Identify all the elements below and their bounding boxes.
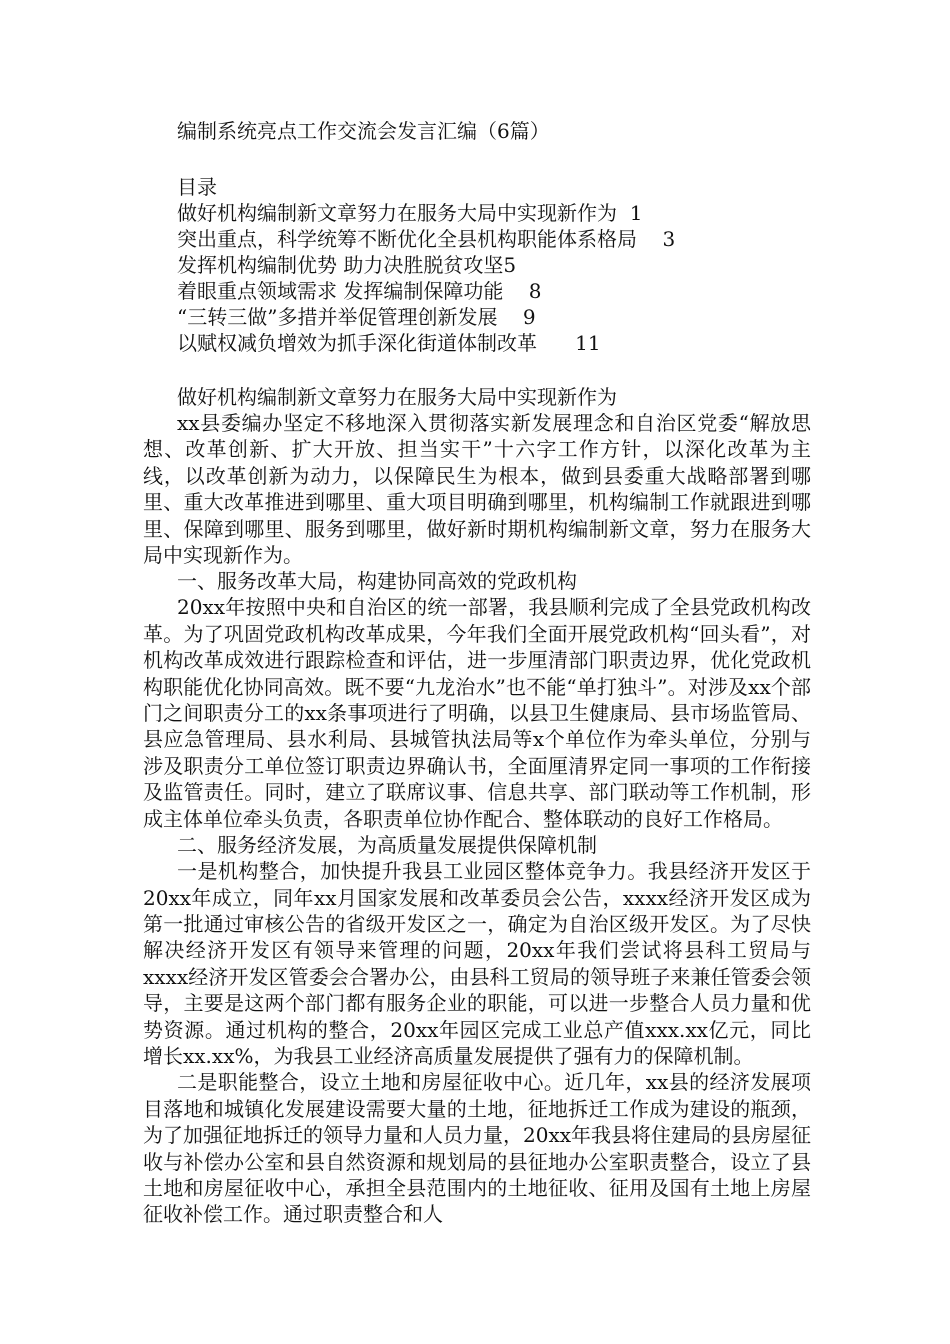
toc-entry-text: 发挥机构编制优势 助力决胜脱贫攻坚 — [177, 253, 504, 277]
toc-heading: 目录 — [177, 175, 217, 199]
toc-entry-text: 以赋权减负增效为抓手深化街道体制改革 — [177, 331, 537, 355]
toc-entry-page: 8 — [528, 279, 542, 303]
spacer — [143, 144, 811, 174]
section-heading: 二、服务经济发展，为高质量发展提供保障机制 — [177, 833, 597, 858]
toc-entry-page: 5 — [503, 253, 517, 277]
toc-entry — [143, 226, 811, 252]
toc-entry-page: 11 — [575, 331, 601, 355]
document-body — [143, 118, 811, 1228]
section-heading: 一、服务改革大局，构建协同高效的党政机构 — [177, 569, 577, 594]
toc-entry — [143, 278, 811, 304]
document-title: 编制系统亮点工作交流会发言汇编（6篇） — [177, 119, 550, 143]
toc-entry-page: 3 — [662, 227, 676, 251]
toc-entry — [143, 330, 811, 356]
toc-entry — [143, 304, 811, 330]
spacer — [143, 356, 811, 384]
toc-entry-page: 1 — [629, 201, 643, 225]
toc-entry-text: “三转三做”多措并举促管理创新发展 — [177, 305, 498, 329]
toc-entry-page: 9 — [522, 305, 536, 329]
toc-entry-text: 着眼重点领域需求 发挥编制保障功能 — [177, 279, 504, 303]
article-title: 做好机构编制新文章努力在服务大局中实现新作为 — [177, 385, 617, 409]
section-paragraph: 一是机构整合，加快提升我县工业园区整体竞争力。我县经济开发区于20xx年成立，同年xx月国家发展和改革委员会公告，xxxx经济开发区成为第一批通过审核公告的省级开发区之一，确定为自治区级开发区。为了尽快解决经济开发区有领导来管理的问题，20xx年我们尝试将县科工贸局与xxxx经济开发区管委会合署办公，由县科工贸局的领导班子来兼任管委会领导，主要是这两个部门都有服务企业的职能，可以进一步整合人员力量和优势资源。通过机构的整合，20xx年园区完成工业总产值xxx.xx亿元，同比增长xx.xx%，为我县工业经济高质量发展提供了强有力的保障机制。 — [143, 859, 811, 1068]
section-paragraph: 二是职能整合，设立土地和房屋征收中心。近几年，xx县的经济发展项目落地和城镇化发展建设需要大量的土地，征地拆迁工作成为建设的瓶颈，为了加强征地拆迁的领导力量和人员力量，20xx年我县将住建局的县房屋征收与补偿办公室和县自然资源和规划局的县征地办公室职责整合，设立了县土地和房屋征收中心，承担全县范围内的土地征收、征用及国有土地上房屋征收补偿工作。通过职责整合和人 — [143, 1070, 812, 1227]
toc-entry — [143, 252, 811, 278]
toc-entry-text: 做好机构编制新文章努力在服务大局中实现新作为 — [177, 201, 617, 225]
toc-entry — [143, 200, 811, 226]
intro-paragraph: xx县委编办坚定不移地深入贯彻落实新发展理念和自治区党委“解放思想、改革创新、扩大开放、担当实干”十六字工作方针，以深化改革为主线，以改革创新为动力，以保障民生为根本，做到县委重大战略部署到哪里、重大改革推进到哪里、重大项目明确到哪里，机构编制工作就跟进到哪里、保障到哪里、服务到哪里，做好新时期机构编制新文章，努力在服务大局中实现新作为。 — [143, 411, 811, 568]
section-paragraph: 20xx年按照中央和自治区的统一部署，我县顺利完成了全县党政机构改革。为了巩固党政机构改革成果，今年我们全面开展党政机构“回头看”，对机构改革成效进行跟踪检查和评估，进一步厘清部门职责边界，优化党政机构职能优化协同高效。既不要“九龙治水”也不能“单打独斗”。对涉及xx个部门之间职责分工的xx条事项进行了明确，以县卫生健康局、县市场监管局、县应急管理局、县水利局、县城管执法局等x个单位作为牵头单位，分别与涉及职责分工单位签订职责边界确认书，全面厘清界定同一事项的工作衔接及监管责任。同时，建立了联席议事、信息共享、部门联动等工作机制，形成主体单位牵头负责，各职责单位协作配合、整体联动的良好工作格局。 — [143, 595, 811, 831]
toc-entry-text: 突出重点，科学统筹不断优化全县机构职能体系格局 — [177, 227, 637, 251]
